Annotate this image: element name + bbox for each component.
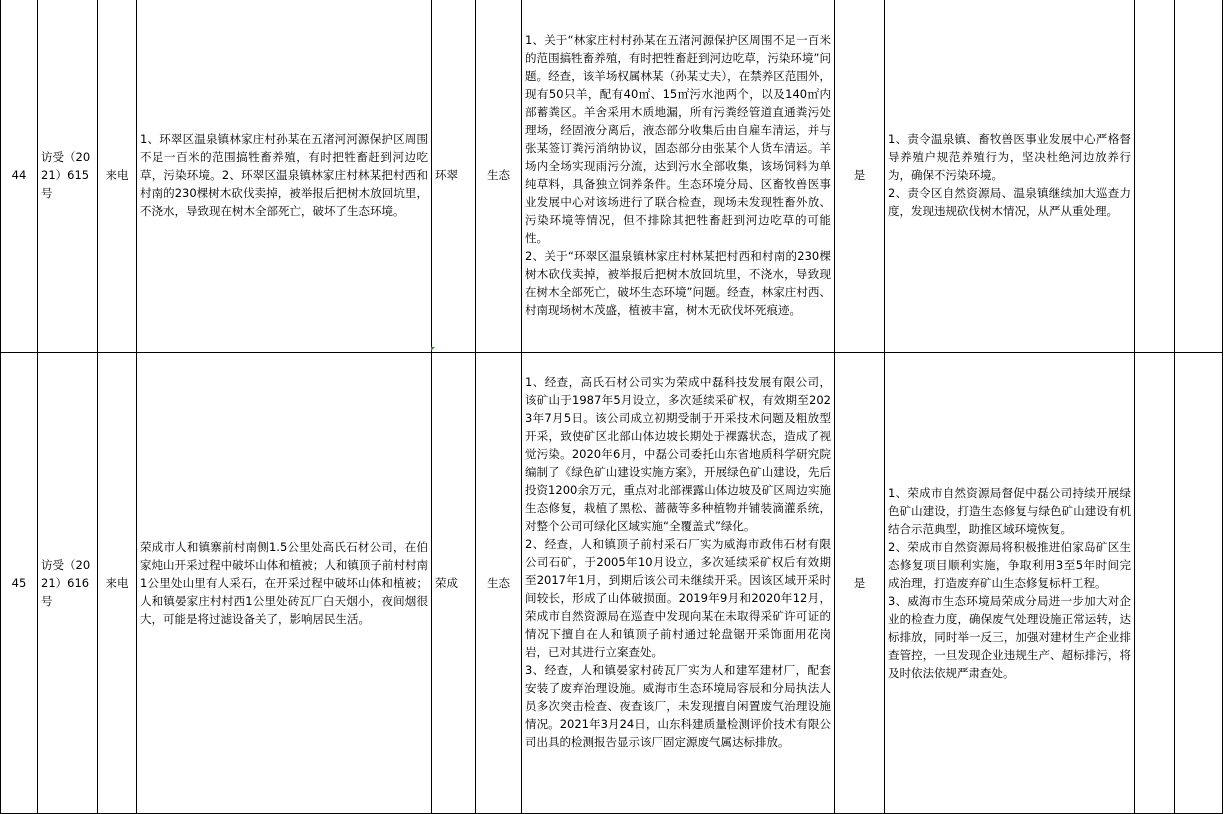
investigation-result[interactable] <box>522 0 835 353</box>
complaint-content[interactable] <box>137 353 432 814</box>
result-paragraph: 2、经查，人和镇顶子前村采石厂实为威海市政伟石材有限公司石矿，于2005年10月设立，多次延续采矿权后有效期至2017年1月，到期后该公司未继续开采。因该区域开采时间较长，形成了山体破损面。2019年9月和2020年12月，荣成市自然资源局在巡查中发现向某在未取得采矿许可证的情况下擅自在人和镇顶子前村通过轮盘锯开采饰面用花岗岩，已对其进行立案查处。 <box>525 537 831 659</box>
action-paragraph: 2、荣成市自然资源局将积极推进伯家岛矿区生态修复项目顺利实施，争取利用3至5年时间完成治理，打造废弃矿山生态修复标杆工程。 <box>888 540 1131 590</box>
investigation-result[interactable] <box>522 353 835 814</box>
case-id[interactable]: 访受（2021）615号 <box>38 0 98 353</box>
action-paragraph: 3、威海市生态环境局荣成分局进一步加大对企业的检查力度，确保废气处理设施正常运转，达标排放，同时举一反三，加强对建材生产企业排查管控，一旦发现企业违规生产、超标排污，将及时依法依规严肃查处。 <box>888 594 1131 680</box>
cell-comment-marker <box>431 347 435 351</box>
empty-cell[interactable] <box>1175 0 1223 353</box>
complaint-text: 1、环翠区温泉镇林家庄村孙某在五渚河河源保护区周围不足一百米的范围搞牲畜养殖，有时把牲畜赶到河边吃草，污染环境。2、环翠区温泉镇林家庄村林某把村西和村南的230棵树木砍伐卖掉，被举报后把树木放回坑里，不浇水，导致现在树木全部死亡，破坏了生态环境。 <box>140 131 428 218</box>
case-type[interactable]: 生态 <box>476 353 522 814</box>
case-number[interactable]: 45 <box>1 353 38 814</box>
action-paragraph: 1、责令温泉镇、畜牧兽医事业发展中心严格督导养殖户规范养殖行为，坚决杜绝河边放养行为，确保不污染环境。 <box>888 131 1131 182</box>
verified-flag[interactable]: 是 <box>835 353 885 814</box>
handling-measures[interactable] <box>885 353 1135 814</box>
empty-cell[interactable] <box>1135 0 1175 353</box>
empty-cell[interactable] <box>1175 353 1223 814</box>
case-region[interactable]: 荣成 <box>432 353 476 814</box>
case-source[interactable]: 来电 <box>98 353 137 814</box>
case-region[interactable]: 环翠 <box>432 0 476 353</box>
case-id[interactable]: 访受（2021）616号 <box>38 353 98 814</box>
result-paragraph: 2、关于“环翠区温泉镇林家庄村林某把村西和村南的230棵树木砍伐卖掉，被举报后把树木放回坑里，不浇水，导致现在树木全部死亡，破坏生态环境”问题。经查，林家庄村西、村南现场树木茂盛，植被丰富，树木无砍伐坏死痕迹。 <box>525 248 831 317</box>
action-paragraph: 1、荣成市自然资源局督促中磊公司持续开展绿色矿山建设，打造生态修复与绿色矿山建设有机结合示范典型，助推区域环境恢复。 <box>888 486 1131 536</box>
result-paragraph: 3、经查，人和镇晏家村砖瓦厂实为人和建军建材厂，配套安装了废弃治理设施。威海市生态环境局容辰和分局执法人员多次突击检查、夜查该厂，未发现擅自闲置废气治理设施情况。2021年3月24日，山东科建质量检测评价技术有限公司出具的检测报告显示该厂固定源废气属达标排放。 <box>525 663 831 749</box>
table-row <box>1 353 1223 814</box>
result-paragraph: 1、关于“林家庄村村孙某在五渚河源保护区周围不足一百米的范围搞牲畜养殖，有时把牲畜赶到河边吃草，污染环境”问题。经查，该羊场权属林某（孙某丈夫），在禁养区范围外，现有50只羊，配有40㎡、15㎡污水池两个，以及140㎡内部蓄粪区。羊舍采用木质地漏，所有污粪经管道直通粪污处理场，经固液分离后，液态部分收集后由自雇车清运，并与张某签订粪污消纳协议，固态部分由张某个人货车清运。羊场内全场实现雨污分流，达到污水全部收集，该场饲料为单纯草料，具备独立饲养条件。生态环境分局、区畜牧兽医事业发展中心对该场进行了联合检查，现场未发现牲畜外放、污染环境等情况，但不排除其把牲畜赶到河边吃草的可能性。 <box>525 32 831 245</box>
action-paragraph: 2、责令区自然资源局、温泉镇继续加大巡查力度，发现违规砍伐树木情况，从严从重处理。 <box>888 185 1131 218</box>
empty-cell[interactable] <box>1135 353 1175 814</box>
verified-flag[interactable]: 是 <box>835 0 885 353</box>
case-source[interactable]: 来电 <box>98 0 137 353</box>
table-row <box>1 0 1223 353</box>
complaint-content[interactable] <box>137 0 432 353</box>
case-type[interactable]: 生态 <box>476 0 522 353</box>
complaint-text: 荣成市人和镇寨前村南侧1.5公里处高氏石材公司，在伯家炖山开采过程中破坏山体和植被；人和镇顶子前村村南1公里处山里有人采石，在开采过程中破坏山体和植被；人和镇晏家庄村村西1公里处砖瓦厂白天烟小，夜间烟很大，可能是将过滤设备关了，影响居民生活。 <box>140 540 428 626</box>
handling-measures[interactable] <box>885 0 1135 353</box>
case-number[interactable]: 44 <box>1 0 38 353</box>
result-paragraph: 1、经查，高氏石材公司实为荣成中磊科技发展有限公司，该矿山于1987年5月设立，多次延续采矿权，有效期至2023年7月5日。该公司成立初期受制于开采技术问题及粗放型开采，致使矿区北部山体边坡长期处于裸露状态，造成了视觉污染。2020年6月，中磊公司委托山东省地质科学研究院编制了《绿色矿山建设实施方案》，开展绿色矿山建设，先后投资1200余万元，重点对北部裸露山体边坡及矿区周边实施生态修复，栽植了黑松、蔷薇等多种植物并铺装滴灌系统，对整个公司可绿化区域实施“全覆盖式”绿化。 <box>525 375 831 533</box>
